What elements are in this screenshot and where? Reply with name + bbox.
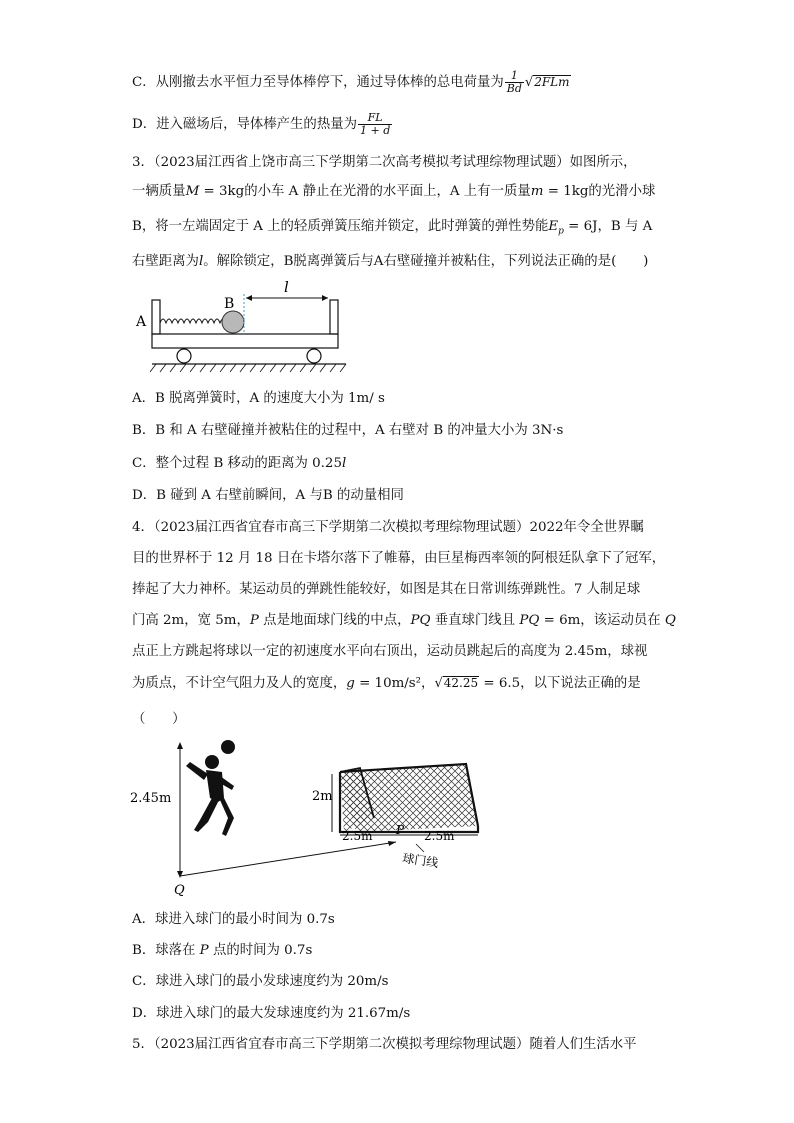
label-half-left: 2.5m: [342, 829, 373, 843]
height-arrow-head-bottom: [177, 871, 183, 878]
option-text: C．从刚撤去水平恒力至导体棒停下，通过导体棒的总电荷量为: [132, 75, 504, 90]
label-q: Q: [174, 883, 185, 898]
cart-right-wall: [330, 300, 338, 334]
q3-option-c: C．整个过程 B 移动的距离为 0.25l: [132, 456, 347, 471]
cart-spring-figure: [132, 280, 352, 380]
wheel-right: [307, 349, 321, 363]
cart-base: [152, 334, 338, 348]
fraction: $\frac{FL}{1 + d}$: [360, 111, 391, 137]
spring: [160, 319, 232, 323]
height-arrow-head-top: [177, 742, 183, 749]
label-half-right: 2.5m: [424, 829, 455, 843]
ball-b: [222, 311, 244, 333]
q3-stem-line-3: B，将一左端固定于 A 上的轻质弹簧压缩并锁定，此时弹簧的弹性势能$E_p = 6J$，B 与 A: [132, 219, 653, 237]
ground-hatch: [150, 364, 346, 372]
sqrt-expression: 2FLm: [534, 75, 570, 89]
option-c-prev: C．从刚撤去水平恒力至导体棒停下，通过导体棒的总电荷量为 $\frac{1}{Bd}$ √2FLm: [132, 69, 570, 95]
label-goal-line: 球门线: [401, 851, 440, 870]
label-goal-height: 2m: [312, 789, 333, 804]
label-height: 2.45m: [130, 791, 172, 806]
sqrt-expression: 42.25: [443, 676, 479, 690]
q4-stem-line-2: 目的世界杯于 12 月 18 日在卡塔尔落下了帷幕，由巨星梅西率领的阿根廷队拿下了冠军，: [132, 551, 666, 566]
option-d-prev: [132, 112, 662, 137]
q3-stem-line-4: 右壁距离为l。解除锁定，B脱离弹簧后与A右壁碰撞并被粘住，下列说法正确的是( ): [132, 254, 649, 269]
q3-stem-line-2: 一辆质量M = 3kg的小车 A 静止在光滑的水平面上，A 上有一质量m = 1kg的光滑小球: [132, 184, 656, 199]
q4-stem-line-4: 门高 2m，宽 5m，P 点是地面球门线的中点，PQ 垂直球门线且 PQ = 6m，该运动员在 Q: [132, 613, 676, 628]
q4-option-a: A．球进入球门的最小时间为 0.7s: [132, 912, 335, 927]
option-text: D．进入磁场后，导体棒产生的热量为: [132, 117, 357, 132]
q4-option-d: D．球进入球门的最大发球速度约为 21.67m/s: [132, 1006, 411, 1021]
label-b: B: [224, 296, 235, 312]
q3-option-d: D．B 碰到 A 右壁前瞬间，A 与B 的动量相同: [132, 488, 404, 503]
pq-line: [180, 842, 396, 876]
fraction: $\frac{1}{Bd}$: [506, 69, 522, 95]
q5-stem-line-1: 5．（2023届江西省宜春市高三下学期第二次模拟考理综物理试题）随着人们生活水平: [132, 1037, 637, 1052]
player-icon: [186, 740, 235, 836]
goal-figure: [126, 736, 506, 902]
q4-stem-line-3: 捧起了大力神杯。某运动员的弹跳性能较好，如图是其在日常训练弹跳性。7 人制足球: [132, 582, 641, 597]
q3-option-b: B．B 和 A 右壁碰撞并被粘住的过程中，A 右壁对 B 的冲量大小为 3N·s: [132, 423, 564, 438]
q3-option-a: A．B 脱离弹簧时，A 的速度大小为 1m/ s: [132, 391, 385, 406]
goal-line-pointer: [416, 844, 424, 852]
arrow-head-right: [322, 295, 328, 301]
q3-stem-line-1: 3．（2023届江西省上饶市高三下学期第二次高考模拟考试理综物理试题）如图所示，: [132, 155, 637, 170]
label-p: P: [396, 823, 405, 837]
cart-left-wall: [152, 300, 160, 334]
q4-stem-line-1: 4．（2023届江西省宜春市高三下学期第二次模拟考理综物理试题）2022年令全世界瞩: [132, 520, 644, 535]
q4-stem-line-6: 为质点，不计空气阻力及人的宽度，g = 10m/s²，√42.25 = 6.5，以下说法正确的是: [132, 676, 641, 691]
q4-stem-line-5: 点正上方跳起将球以一定的初速度水平向右顶出，运动员跳起后的高度为 2.45m，球视: [132, 644, 648, 659]
arrow-head-left: [246, 295, 252, 301]
label-a: A: [136, 314, 147, 330]
q4-option-c: C．球进入球门的最小发球速度约为 20m/s: [132, 974, 389, 989]
wheel-left: [177, 349, 191, 363]
q4-stem-line-7: （ ）: [132, 712, 186, 727]
label-l: l: [284, 280, 289, 296]
q4-option-b: B．球落在 P 点的时间为 0.7s: [132, 943, 313, 958]
